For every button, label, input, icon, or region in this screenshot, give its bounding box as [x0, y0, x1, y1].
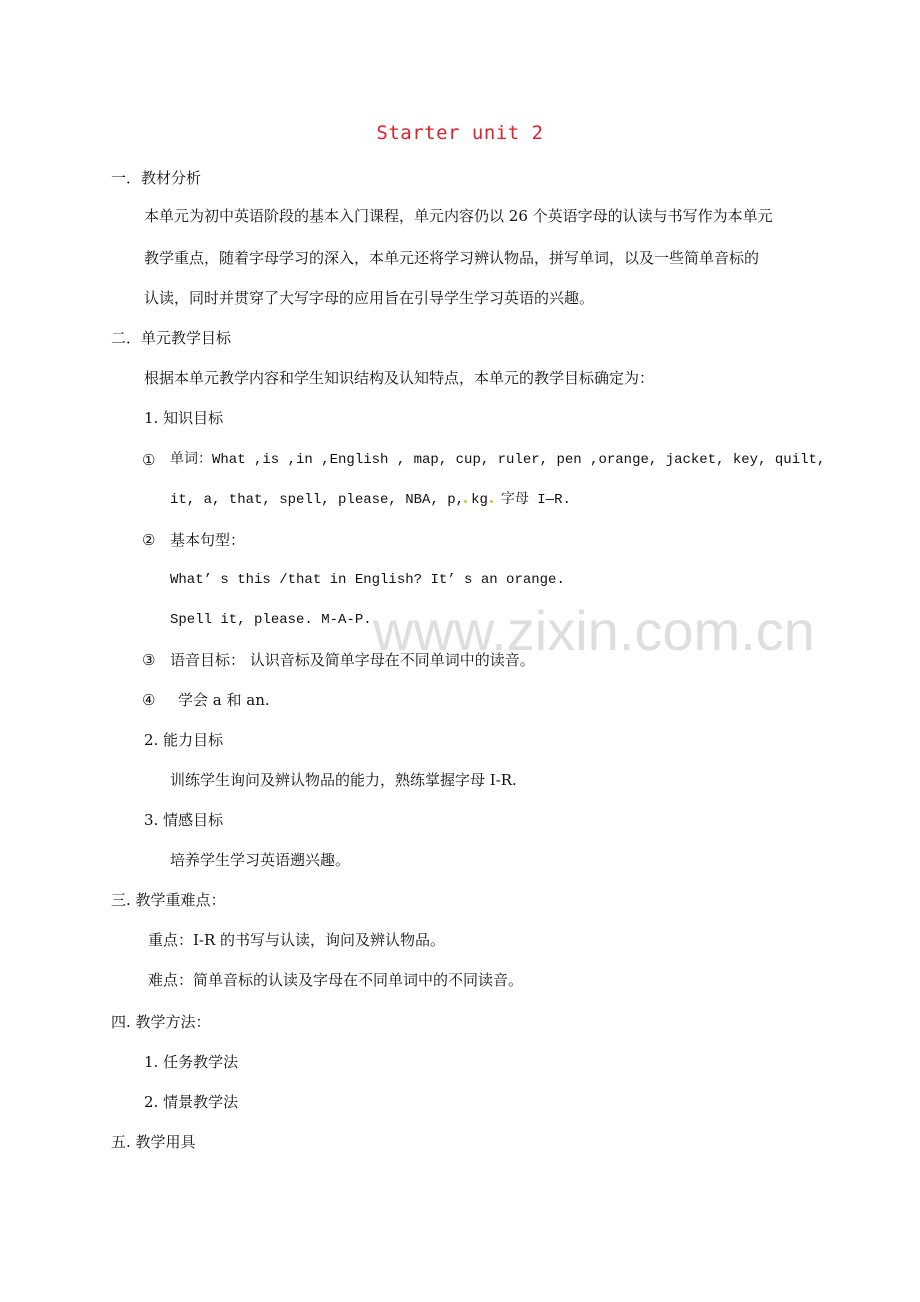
goal-2-text: 训练学生询问及辨认物品的能力，熟练掌握字母 I-R.: [170, 771, 517, 789]
decorative-dot: [490, 500, 493, 503]
sentence-pattern-2: Spell it, please. M-A-P.: [170, 612, 372, 628]
section-1-paragraph-line-1: 本单元为初中英语阶段的基本入门课程，单元内容仍以 26 个英语字母的认读与书写作为本单元: [144, 207, 773, 225]
goal-2-heading: 2. 能力目标: [144, 731, 224, 749]
vocabulary-words: it, a, that, spell, please, NBA, p,: [170, 492, 465, 508]
document-title: Starter unit 2: [376, 122, 544, 144]
method-1: 1. 任务教学法: [144, 1053, 239, 1071]
item-4-articles: 学会 a 和 an.: [178, 691, 270, 709]
item-1-vocabulary-line-1: 单词：What ,is ,in ,English , map, cup, ruler, pen ,orange, jacket, key, quilt,: [170, 452, 826, 468]
goal-1-heading: 1. 知识目标: [144, 409, 224, 427]
item-2-marker: ②: [142, 531, 156, 549]
method-2: 2. 情景教学法: [144, 1093, 239, 1111]
section-1-heading: 一．教材分析: [111, 169, 202, 187]
item-3-phonetics: 语音目标： 认识音标及简单字母在不同单词中的读音。: [170, 651, 535, 669]
item-2-heading: 基本句型：: [170, 531, 246, 549]
watermark: www.zixin.com.cn: [373, 599, 815, 662]
goal-3-heading: 3. 情感目标: [144, 811, 224, 829]
section-3-heading: 三. 教学重难点：: [111, 891, 226, 909]
item-4-marker: ④: [142, 691, 156, 709]
item-1-marker: ①: [142, 451, 156, 469]
decorative-dot: [464, 500, 467, 503]
vocabulary-kg: kg: [471, 492, 488, 508]
section-4-heading: 四. 教学方法：: [111, 1013, 211, 1031]
section-2-heading: 二．单元教学目标: [111, 329, 232, 347]
section-3-key-points: 重点：I-R 的书写与认读，询问及辨认物品。: [148, 931, 446, 949]
letters-range: 字母 I—R.: [500, 492, 571, 508]
section-3-difficult-points: 难点：简单音标的认读及字母在不同单词中的不同读音。: [148, 971, 524, 989]
section-1-paragraph-line-3: 认读，同时并贯穿了大写字母的应用旨在引导学生学习英语的兴趣。: [144, 289, 595, 307]
goal-3-text: 培养学生学习英语遡兴趣。: [170, 851, 351, 869]
sentence-pattern-1: What’ s this /that in English? It’ s an orange.: [170, 572, 565, 588]
section-2-intro: 根据本单元教学内容和学生知识结构及认知特点，本单元的教学目标确定为：: [144, 369, 655, 387]
item-1-vocabulary-line-2: [170, 490, 571, 510]
item-3-marker: ③: [142, 651, 156, 669]
section-1-paragraph-line-2: 教学重点，随着字母学习的深入，本单元还将学习辨认物品，拼写单词，以及一些简单音标的: [144, 249, 760, 267]
section-5-heading: 五. 教学用具: [111, 1133, 196, 1151]
